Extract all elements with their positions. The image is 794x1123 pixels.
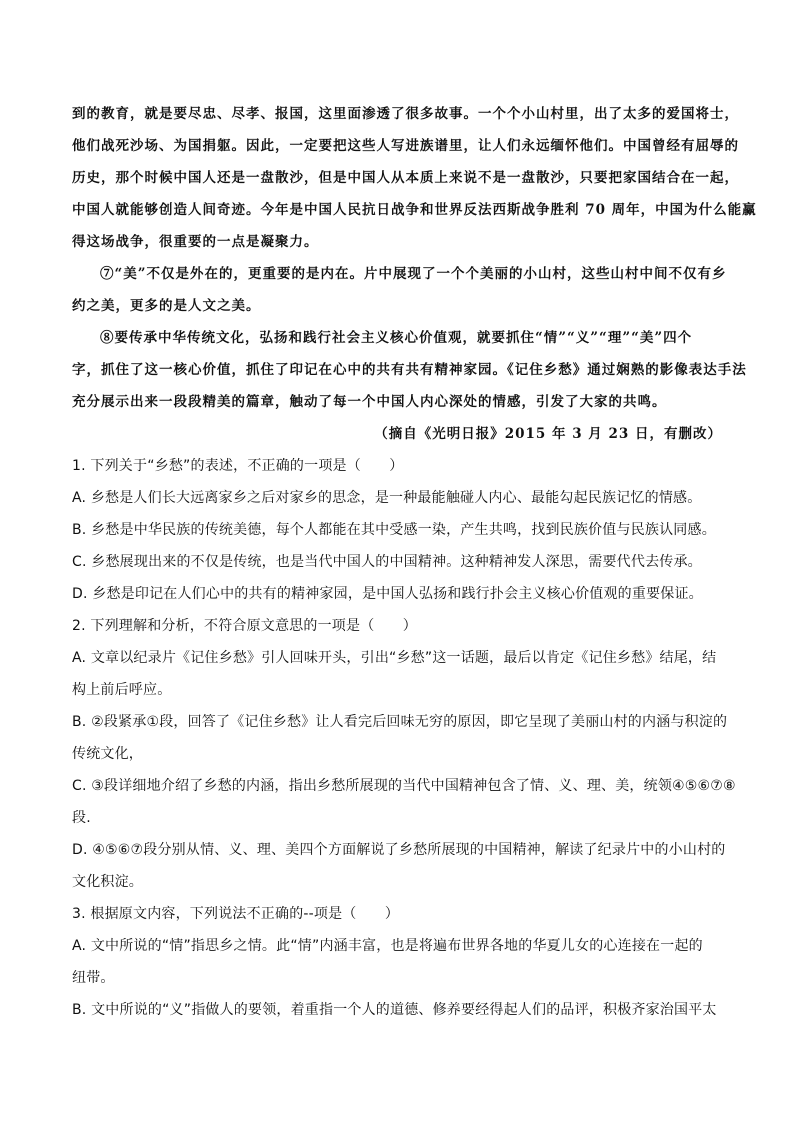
question-1-option-c: C. 乡愁展现出来的不仅是传统，也是当代中国人的中国精神。这种精神发人深思，需要代代去传承。 xyxy=(72,554,702,570)
passage-paragraph-7-line: ⑦“美”不仅是外在的，更重要的是内在。片中展现了一个个美丽的小山村，这些山村中间不仅有乡 xyxy=(100,266,727,282)
passage-paragraph-7-line: 约之美，更多的是人文之美。 xyxy=(72,298,261,314)
passage-line: 他们战死沙场、为国捐躯。因此，一定要把这些人写进族谱里，让人们永远缅怀他们。中国曾经有屈辱的 xyxy=(72,138,739,154)
question-3-option-a: A. 文中所说的“情”指思乡之情。此“情”内涵丰富，也是将遍布世界各地的华夏儿女的心连接在一起的 xyxy=(72,938,703,954)
question-2-option-d: D. ④⑤⑥⑦段分别从情、义、理、美四个方面解说了乡愁所展现的中国精神，解读了纪录片中的小山村的 xyxy=(72,842,726,858)
passage-paragraph-8-line: ⑧要传承中华传统文化，弘扬和践行社会主义核心价值观，就要抓住“情”“义”“理”“美”四个 xyxy=(100,330,693,346)
question-1-option-a: A. 乡愁是人们长大远离家乡之后对家乡的思念，是一种最能触碰人内心、最能勾起民族记忆的情感。 xyxy=(72,490,702,506)
question-1-option-d: D. 乡愁是印记在人们心中的共有的精神家园，是中国人弘扬和践行扑会主义核心价值观的重要保证。 xyxy=(72,586,703,602)
question-3-stem: 3. 根据原文内容，下列说法不正确的--项是（ ） xyxy=(72,906,400,922)
passage-paragraph-8-line: 字，抓住了这一核心价值，抓住了印记在心中的共有共有精神家园。《记住乡愁》通过娴熟的影像表达手法 xyxy=(72,362,747,378)
passage-line: 到的教育，就是要尽忠、尽孝、报国，这里面渗透了很多故事。一个个小山村里，出了太多的爱国将士， xyxy=(72,106,739,122)
question-2-stem: 2. 下列理解和分析，不符合原文意思的一项是（ ） xyxy=(72,618,418,634)
question-2-option-d-cont: 文化积淀。 xyxy=(72,874,143,890)
passage-paragraph-8-line: 充分展示出来一段段精美的篇章，触动了每一个中国人内心深处的情感，引发了大家的共鸣。 xyxy=(72,394,667,410)
passage-line: 得这场战争，很重要的一点是凝聚力。 xyxy=(72,234,319,250)
question-1-option-b: B. 乡愁是中华民族的传统美德，每个人都能在其中受感一染，产生共鸣，找到民族价值与民族认同感。 xyxy=(72,522,716,538)
question-2-option-b: B. ②段紧承①段，回答了《记住乡愁》让人看完后回味无穷的原因，即它呈现了美丽山村的内涵与积淀的 xyxy=(72,714,728,730)
question-2-option-c: C. ③段详细地介绍了乡愁的内涵，指出乡愁所展现的当代中国精神包含了情、义、理、美，统领④⑤⑥⑦⑧ xyxy=(72,778,736,794)
question-2-option-c-cont: 段. xyxy=(72,810,91,826)
question-3-option-b: B. 文中所说的“义”指做人的要领，着重指一个人的道德、修养要经得起人们的品评，积极齐家治国平太 xyxy=(72,1002,717,1018)
passage-source: （摘自《光明日报》2015 年 3 月 23 日，有删改） xyxy=(374,426,722,442)
question-1-stem: 1. 下列关于“乡愁”的表述，不正确的一项是（ ） xyxy=(72,458,404,474)
question-2-option-a-cont: 构上前后呼应。 xyxy=(72,682,172,698)
question-2-option-a: A. 文章以纪录片《记住乡愁》引人回味开头，引出“乡愁”这一话题，最后以肯定《记住乡愁》结尾，结 xyxy=(72,650,717,666)
question-3-option-a-cont: 纽带。 xyxy=(72,970,115,986)
question-2-option-b-cont: 传统文化， xyxy=(72,746,143,762)
passage-line: 中国人就能够创造人间奇迹。今年是中国人民抗日战争和世界反法西斯战争胜利 70 周年，中国为什么能赢 xyxy=(72,202,757,218)
passage-line: 历史，那个时候中国人还是一盘散沙，但是中国人从本质上来说不是一盘散沙，只要把家国结合在一起， xyxy=(72,170,739,186)
